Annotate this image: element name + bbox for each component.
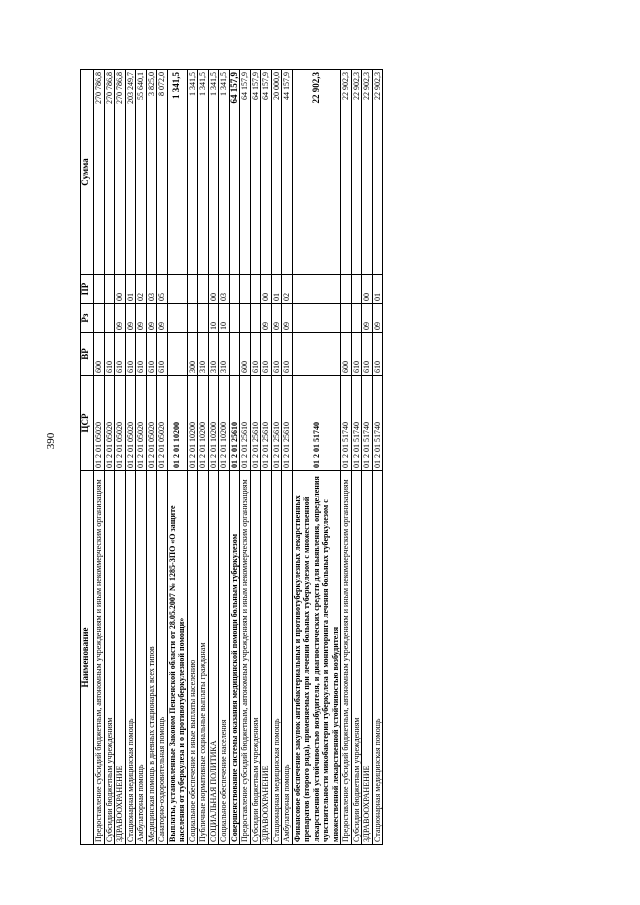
cell-name: Предоставление субсидий бюджетным, автономным учреждениям и иным некоммерческим организациям (94, 471, 105, 845)
rotated-page-content (80, 70, 585, 845)
table-row (167, 70, 187, 845)
table-row (250, 70, 261, 845)
header-name: Наименование (81, 471, 94, 845)
cell-rz (250, 304, 261, 333)
cell-sum: 1 341,5 (167, 70, 187, 275)
cell-csr: 01 2 01 51740 (292, 376, 341, 471)
cell-name: ЗДРАВООХРАНЕНИЕ (362, 471, 373, 845)
table-row (125, 70, 136, 845)
cell-pr: 00 (362, 275, 373, 304)
cell-vr (229, 333, 240, 376)
cell-vr: 310 (198, 333, 209, 376)
table-row (261, 70, 272, 845)
cell-rz (94, 304, 105, 333)
cell-name: Стационарная медицинская помощь (271, 471, 282, 845)
cell-rz: 09 (372, 304, 383, 333)
cell-rz (104, 304, 115, 333)
table-body (94, 70, 383, 845)
cell-vr: 610 (250, 333, 261, 376)
cell-pr (240, 275, 251, 304)
cell-csr: 01 2 01 05020 (136, 376, 147, 471)
table-row (146, 70, 157, 845)
cell-csr: 01 2 01 25610 (282, 376, 293, 471)
cell-csr: 01 2 01 05020 (104, 376, 115, 471)
cell-vr (292, 333, 341, 376)
cell-vr: 610 (115, 333, 126, 376)
cell-name: Социальное обеспечение и иные выплаты населению (187, 471, 198, 845)
cell-vr: 610 (282, 333, 293, 376)
cell-name: Амбулаторная помощь (136, 471, 147, 845)
cell-rz (341, 304, 352, 333)
table-row (136, 70, 147, 845)
table-row (271, 70, 282, 845)
cell-vr (167, 333, 187, 376)
cell-sum: 270 786,8 (104, 70, 115, 275)
cell-csr: 01 2 01 05020 (94, 376, 105, 471)
cell-name: Стационарная медицинская помощь (125, 471, 136, 845)
table-row (219, 70, 230, 845)
cell-name: Совершенствование системы оказания медицинской помощи больным туберкулезом (229, 471, 240, 845)
cell-name: Субсидии бюджетным учреждениям (250, 471, 261, 845)
table-row (157, 70, 168, 845)
cell-name: Выплаты, установленные Законом Пензенской области от 28.05.2007 № 1285-ЗПО «О защите населения от туберкулеза и о противотуберкулезной помощи» (167, 471, 187, 845)
cell-pr: 01 (271, 275, 282, 304)
cell-csr: 01 2 01 05020 (157, 376, 168, 471)
cell-name: Предоставление субсидий бюджетным, автономным учреждениям и иным некоммерческим организациям (240, 471, 251, 845)
cell-vr: 610 (146, 333, 157, 376)
cell-csr: 01 2 01 25610 (229, 376, 240, 471)
table-row (292, 70, 341, 845)
cell-csr: 01 2 01 51740 (372, 376, 383, 471)
cell-name: Публичные нормативные социальные выплаты гражданам (198, 471, 209, 845)
table-row (229, 70, 240, 845)
header-vr: ВР (81, 333, 94, 376)
table-row (198, 70, 209, 845)
header-rz: Рз (81, 304, 94, 333)
budget-table (80, 69, 383, 845)
cell-csr: 01 2 01 25610 (250, 376, 261, 471)
page-number: 390 (45, 432, 57, 450)
cell-name: ЗДРАВООХРАНЕНИЕ (115, 471, 126, 845)
cell-name: Амбулаторная помощь (282, 471, 293, 845)
cell-sum: 270 786,8 (94, 70, 105, 275)
table-header-row (81, 70, 94, 845)
cell-rz (198, 304, 209, 333)
cell-pr (351, 275, 362, 304)
cell-rz: 09 (136, 304, 147, 333)
header-sum: Сумма (81, 70, 94, 275)
cell-sum: 22 902,3 (362, 70, 373, 275)
cell-name: Медицинская помощь в дневных стационарах всех типов (146, 471, 157, 845)
cell-csr: 01 2 01 51740 (362, 376, 373, 471)
cell-pr: 01 (125, 275, 136, 304)
cell-sum: 22 902,3 (292, 70, 341, 275)
cell-rz: 09 (115, 304, 126, 333)
cell-vr: 300 (187, 333, 198, 376)
header-csr: ЦСР (81, 376, 94, 471)
cell-pr: 03 (219, 275, 230, 304)
cell-rz: 10 (219, 304, 230, 333)
cell-pr: 02 (136, 275, 147, 304)
cell-rz: 09 (157, 304, 168, 333)
table-row (282, 70, 293, 845)
table-row (240, 70, 251, 845)
cell-vr: 610 (157, 333, 168, 376)
cell-rz (292, 304, 341, 333)
cell-sum: 8 072,0 (157, 70, 168, 275)
cell-pr: 00 (208, 275, 219, 304)
cell-vr: 610 (261, 333, 272, 376)
cell-csr: 01 2 01 10200 (208, 376, 219, 471)
cell-pr (250, 275, 261, 304)
cell-pr: 02 (282, 275, 293, 304)
cell-vr: 600 (240, 333, 251, 376)
cell-csr: 01 2 01 05020 (115, 376, 126, 471)
cell-name: Субсидии бюджетным учреждениям (104, 471, 115, 845)
cell-sum: 1 341,5 (198, 70, 209, 275)
table-row (104, 70, 115, 845)
cell-pr (341, 275, 352, 304)
cell-name: Стационарная медицинская помощь (372, 471, 383, 845)
cell-sum: 1 341,5 (187, 70, 198, 275)
cell-pr: 00 (115, 275, 126, 304)
cell-name: Субсидии бюджетным учреждениям (351, 471, 362, 845)
cell-rz (167, 304, 187, 333)
cell-pr (229, 275, 240, 304)
cell-pr (167, 275, 187, 304)
cell-pr: 05 (157, 275, 168, 304)
cell-rz: 09 (282, 304, 293, 333)
table-row (372, 70, 383, 845)
cell-pr: 01 (372, 275, 383, 304)
cell-csr: 01 2 01 10200 (187, 376, 198, 471)
cell-csr: 01 2 01 05020 (146, 376, 157, 471)
cell-pr (198, 275, 209, 304)
cell-sum: 22 902,3 (351, 70, 362, 275)
cell-sum: 3 825,0 (146, 70, 157, 275)
cell-sum: 1 341,5 (219, 70, 230, 275)
cell-rz: 09 (125, 304, 136, 333)
cell-pr (187, 275, 198, 304)
table-row (341, 70, 352, 845)
cell-sum: 64 157,9 (261, 70, 272, 275)
cell-sum: 22 902,3 (372, 70, 383, 275)
cell-rz (240, 304, 251, 333)
cell-name: ЗДРАВООХРАНЕНИЕ (261, 471, 272, 845)
cell-vr: 610 (351, 333, 362, 376)
cell-sum: 44 157,9 (282, 70, 293, 275)
cell-csr: 01 2 01 25610 (271, 376, 282, 471)
cell-vr: 600 (341, 333, 352, 376)
cell-name: Предоставление субсидий бюджетным, автономным учреждениям и иным некоммерческим организациям (341, 471, 352, 845)
cell-vr: 610 (271, 333, 282, 376)
cell-vr: 310 (208, 333, 219, 376)
cell-csr: 01 2 01 51740 (341, 376, 352, 471)
cell-vr: 610 (136, 333, 147, 376)
cell-rz (229, 304, 240, 333)
cell-csr: 01 2 01 10200 (167, 376, 187, 471)
table-row (115, 70, 126, 845)
cell-csr: 01 2 01 51740 (351, 376, 362, 471)
cell-pr (292, 275, 341, 304)
cell-rz (187, 304, 198, 333)
cell-sum: 22 902,3 (341, 70, 352, 275)
cell-pr (104, 275, 115, 304)
cell-name: Социальное обеспечение населения (219, 471, 230, 845)
cell-rz: 10 (208, 304, 219, 333)
table-row (187, 70, 198, 845)
cell-rz: 09 (261, 304, 272, 333)
table-row (208, 70, 219, 845)
cell-csr: 01 2 01 05020 (125, 376, 136, 471)
cell-pr: 03 (146, 275, 157, 304)
cell-name: Финансовое обеспечение закупок антибактериальных и противотуберкулезных лекарственных препаратов (второго ряда), применяемых при лечении больных туберкулезом с множественной лекарственной устойчивостью возбудителя, и диагностических средств для выявления, определения чувствительности микобактерии туберкулеза и мониторинга лечения больных туберкулезом с множественной лекарственной устойчивостью возбудителя (292, 471, 341, 845)
cell-pr (94, 275, 105, 304)
cell-sum: 64 157,9 (240, 70, 251, 275)
cell-sum: 55 640,1 (136, 70, 147, 275)
cell-vr: 310 (219, 333, 230, 376)
cell-csr: 01 2 01 25610 (261, 376, 272, 471)
cell-sum: 270 786,8 (115, 70, 126, 275)
cell-vr: 610 (362, 333, 373, 376)
cell-rz: 09 (271, 304, 282, 333)
cell-vr: 610 (125, 333, 136, 376)
cell-sum: 203 249,7 (125, 70, 136, 275)
cell-sum: 64 157,9 (229, 70, 240, 275)
cell-sum: 20 000,0 (271, 70, 282, 275)
cell-rz: 09 (362, 304, 373, 333)
cell-vr: 600 (94, 333, 105, 376)
cell-rz (351, 304, 362, 333)
cell-sum: 1 341,5 (208, 70, 219, 275)
cell-rz: 09 (146, 304, 157, 333)
cell-csr: 01 2 01 25610 (240, 376, 251, 471)
cell-sum: 64 157,9 (250, 70, 261, 275)
cell-pr: 00 (261, 275, 272, 304)
cell-vr: 610 (104, 333, 115, 376)
cell-name: СОЦИАЛЬНАЯ ПОЛИТИКА (208, 471, 219, 845)
table-row (351, 70, 362, 845)
table-row (362, 70, 373, 845)
table-row (94, 70, 105, 845)
cell-csr: 01 2 01 10200 (198, 376, 209, 471)
cell-name: Санаторно-оздоровительная помощь (157, 471, 168, 845)
cell-vr: 610 (372, 333, 383, 376)
header-pr: ПР (81, 275, 94, 304)
cell-csr: 01 2 01 10200 (219, 376, 230, 471)
